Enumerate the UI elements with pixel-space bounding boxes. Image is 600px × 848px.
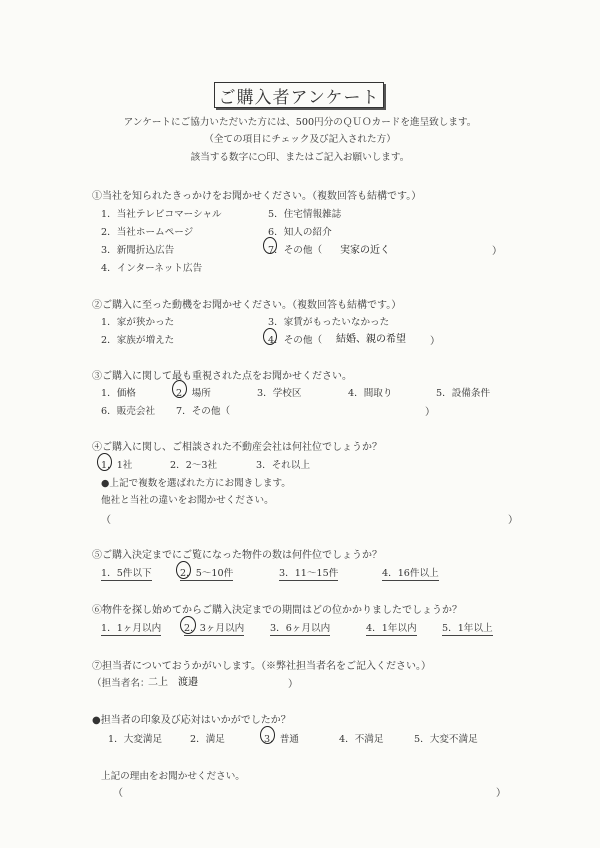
q2-answer-circle bbox=[263, 328, 277, 345]
q3-option-3[interactable]: 3．学校区 bbox=[257, 388, 302, 399]
q4-option-1[interactable]: 1．1社 bbox=[101, 460, 133, 471]
intro-line-1: アンケートにご協力いただいた方には、500円分のＱＵＯカードを進呈致します。 bbox=[123, 117, 477, 128]
q4-open-paren: （ bbox=[101, 515, 111, 526]
q3-option-2[interactable]: 2．場所 bbox=[176, 388, 211, 399]
q2-option-2[interactable]: 2．家族が増えた bbox=[101, 335, 175, 346]
q5-option-1[interactable]: 1．5件以下 bbox=[101, 565, 152, 581]
q7-option-3[interactable]: 3．普通 bbox=[264, 734, 299, 745]
q7-option-4[interactable]: 4．不満足 bbox=[339, 734, 384, 745]
q4-option-3[interactable]: 3．それ以上 bbox=[256, 460, 311, 471]
q7-option-1[interactable]: 1．大変満足 bbox=[108, 734, 163, 745]
q3-option-4[interactable]: 4．間取り bbox=[348, 388, 393, 399]
q7-sub-question: ●担当者の印象及び応対はいかがでしたか？ bbox=[92, 715, 291, 726]
q5-option-4[interactable]: 4．16件以上 bbox=[382, 565, 439, 581]
intro-line-3: 該当する数字に○印、またはご記入お願いします。 bbox=[190, 152, 410, 163]
q5-text: ⑤ご購入決定までにご覧になった物件の数は何件位でしょうか？ bbox=[92, 550, 382, 561]
q3-answer-circle bbox=[172, 380, 187, 398]
intro-line-2: （全ての項目にチェック及び記入された方） bbox=[204, 134, 396, 145]
q2-option-3[interactable]: 3．家賃がもったいなかった bbox=[268, 317, 390, 328]
q3-option-6[interactable]: 6．販売会社 bbox=[101, 406, 156, 417]
q2-other-answer[interactable]: 結婚、親の希望 bbox=[336, 334, 406, 345]
q7-name-close: ） bbox=[288, 679, 298, 690]
q4-text: ④ご購入に関し、ご相談された不動産会社は何社位でしょうか？ bbox=[92, 442, 382, 453]
q5-answer-circle bbox=[176, 561, 191, 579]
q4-sub-question-2: 他社と当社の違いをお聞かせください。 bbox=[101, 495, 274, 506]
q2-option-4[interactable]: 4．その他（ bbox=[268, 335, 323, 346]
q7-reason-question: 上記の理由をお聞かせください。 bbox=[101, 771, 245, 782]
q4-close-paren: ） bbox=[508, 515, 518, 526]
q1-text: ①当社を知られたきっかけをお聞かせください。（複数回答も結構です。） bbox=[92, 191, 422, 202]
q1-option-3[interactable]: 3．新聞折込広告 bbox=[101, 245, 175, 256]
q1-option-6[interactable]: 6．知人の紹介 bbox=[268, 227, 332, 238]
survey-title: ご購入者アンケート bbox=[214, 82, 384, 108]
q7-option-5[interactable]: 5．大変不満足 bbox=[414, 734, 478, 745]
q6-text: ⑥物件を探し始めてからご購入決定までの期間はどの位かかりましたでしょうか？ bbox=[92, 605, 462, 616]
q1-option-1[interactable]: 1．当社テレビコマーシャル bbox=[101, 209, 222, 220]
q7-close-paren: ） bbox=[496, 788, 506, 799]
q6-answer-circle bbox=[180, 616, 196, 634]
q3-option-7[interactable]: 7．その他（ bbox=[176, 406, 231, 417]
q3-close-paren: ） bbox=[425, 407, 435, 418]
q6-option-2[interactable]: 2．3ヶ月以内 bbox=[184, 620, 244, 636]
q1-option-4[interactable]: 4．インターネット広告 bbox=[101, 263, 203, 274]
q1-option-7[interactable]: 7．その他（ bbox=[268, 245, 323, 256]
q4-answer-circle bbox=[97, 453, 112, 471]
q6-option-4[interactable]: 4．1年以内 bbox=[366, 620, 417, 636]
q3-option-1[interactable]: 1．価格 bbox=[101, 388, 136, 399]
q2-option-1[interactable]: 1．家が狭かった bbox=[101, 317, 175, 328]
q2-close-paren: ） bbox=[430, 336, 440, 347]
q7-open-paren: （ bbox=[113, 788, 123, 799]
q4-sub-question: ●上記で複数を選ばれた方にお聞きします。 bbox=[101, 478, 291, 489]
q7-text: ⑦担当者についておうかがいします。（※弊社担当者名をご記入ください。） bbox=[92, 661, 431, 672]
q3-option-5[interactable]: 5．設備条件 bbox=[436, 388, 491, 399]
q3-text: ③ご購入に関して最も重視された点をお聞かせください。 bbox=[92, 371, 352, 382]
q1-close-paren: ） bbox=[492, 246, 502, 257]
q7-option-2[interactable]: 2．満足 bbox=[190, 734, 225, 745]
q7-answer-circle bbox=[260, 726, 275, 744]
q5-option-2[interactable]: 2．5～10件 bbox=[180, 565, 233, 581]
q5-option-3[interactable]: 3．11～15件 bbox=[279, 565, 338, 581]
q6-option-3[interactable]: 3．6ヶ月以内 bbox=[270, 620, 330, 636]
q6-option-1[interactable]: 1．1ヶ月以内 bbox=[101, 620, 161, 636]
q7-name-label: （担当者名： bbox=[92, 678, 150, 689]
q1-other-answer[interactable]: 実家の近く bbox=[340, 245, 390, 256]
q6-option-5[interactable]: 5．1年以上 bbox=[442, 620, 493, 636]
q7-name-value[interactable]: 二上 渡邉 bbox=[148, 677, 198, 688]
q4-option-2[interactable]: 2．2～3社 bbox=[170, 460, 218, 471]
q1-answer-circle bbox=[263, 237, 277, 254]
q1-option-5[interactable]: 5．住宅情報雑誌 bbox=[268, 209, 342, 220]
q1-option-2[interactable]: 2．当社ホームページ bbox=[101, 227, 194, 238]
q2-text: ②ご購入に至った動機をお聞かせください。（複数回答も結構です。） bbox=[92, 300, 402, 311]
